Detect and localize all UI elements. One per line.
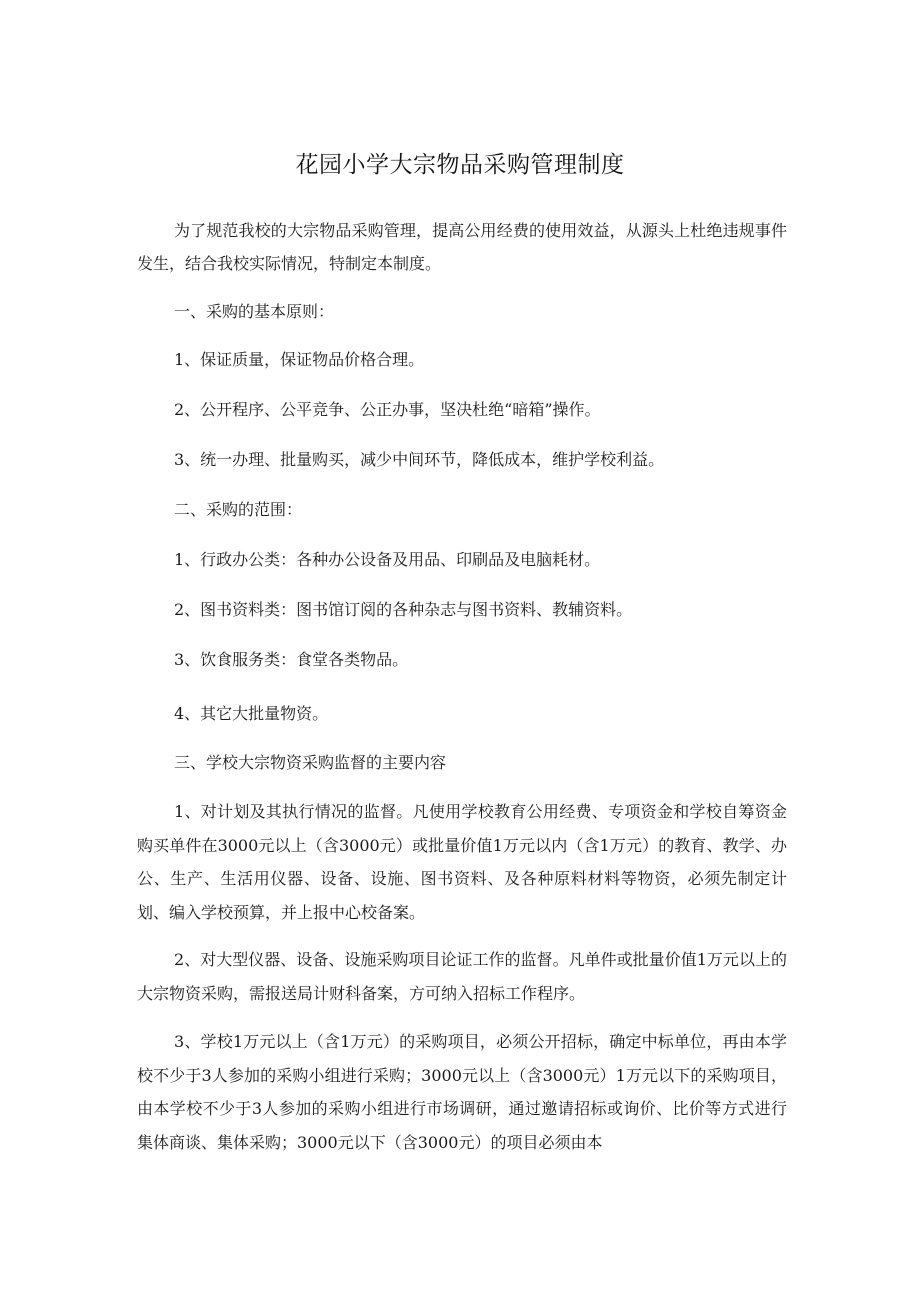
document-title: 花园小学大宗物品采购管理制度	[295, 152, 625, 178]
section-3-item-2: 2、对大型仪器、设备、设施采购项目论证工作的监督。凡单件或批量价值1万元以上的大宗物资采购，需报送局计财科备案，方可纳入招标工作程序。	[137, 950, 787, 1003]
section-1-item-1: 1、保证质量，保证物品价格合理。	[174, 350, 425, 369]
intro-paragraph: 为了规范我校的大宗物品采购管理，提高公用经费的使用效益，从源头上杜绝违规事件发生，结合我校实际情况，特制定本制度。	[137, 221, 787, 273]
section-3-heading: 三、学校大宗物资采购监督的主要内容	[174, 753, 447, 772]
section-1-item-3: 3、统一办理、批量购买，减少中间环节，降低成本，维护学校利益。	[174, 450, 665, 469]
section-2-item-1: 1、行政办公类：各种办公设备及用品、印刷品及电脑耗材。	[174, 550, 601, 569]
section-1-item-2: 2、公开程序、公平竞争、公正办事，坚决杜绝“暗箱”操作。	[174, 400, 601, 419]
section-3-item-3: 3、学校1万元以上（含1万元）的采购项目，必须公开招标，确定中标单位，再由本学校不少于3人参加的采购小组进行采购；3000元以上（含3000元）1万元以下的采购项目，由本学校不少于3人参加的采购小组进行市场调研，通过邀请招标或询价、比价等方式进行集体商谈、集体采购；3000元以下（含3000元）的项目必须由本	[137, 1032, 787, 1152]
section-2-item-3: 3、饮食服务类：食堂各类物品。	[174, 650, 409, 669]
section-2-heading: 二、采购的范围：	[174, 500, 303, 519]
section-3-item-1: 1、对计划及其执行情况的监督。凡使用学校教育公用经费、专项资金和学校自筹资金购买单件在3000元以上（含3000元）或批量价值1万元以内（含1万元）的教育、教学、办公、生产、生活用仪器、设备、设施、图书资料、及各种原料材料等物资，必须先制定计划、编入学校预算，并上报中心校备案。	[137, 802, 787, 922]
section-1-heading: 一、采购的基本原则：	[174, 302, 335, 321]
section-2-item-4: 4、其它大批量物资。	[174, 704, 329, 723]
section-2-item-2: 2、图书资料类：图书馆订阅的各种杂志与图书资料、教辅资料。	[174, 600, 633, 619]
